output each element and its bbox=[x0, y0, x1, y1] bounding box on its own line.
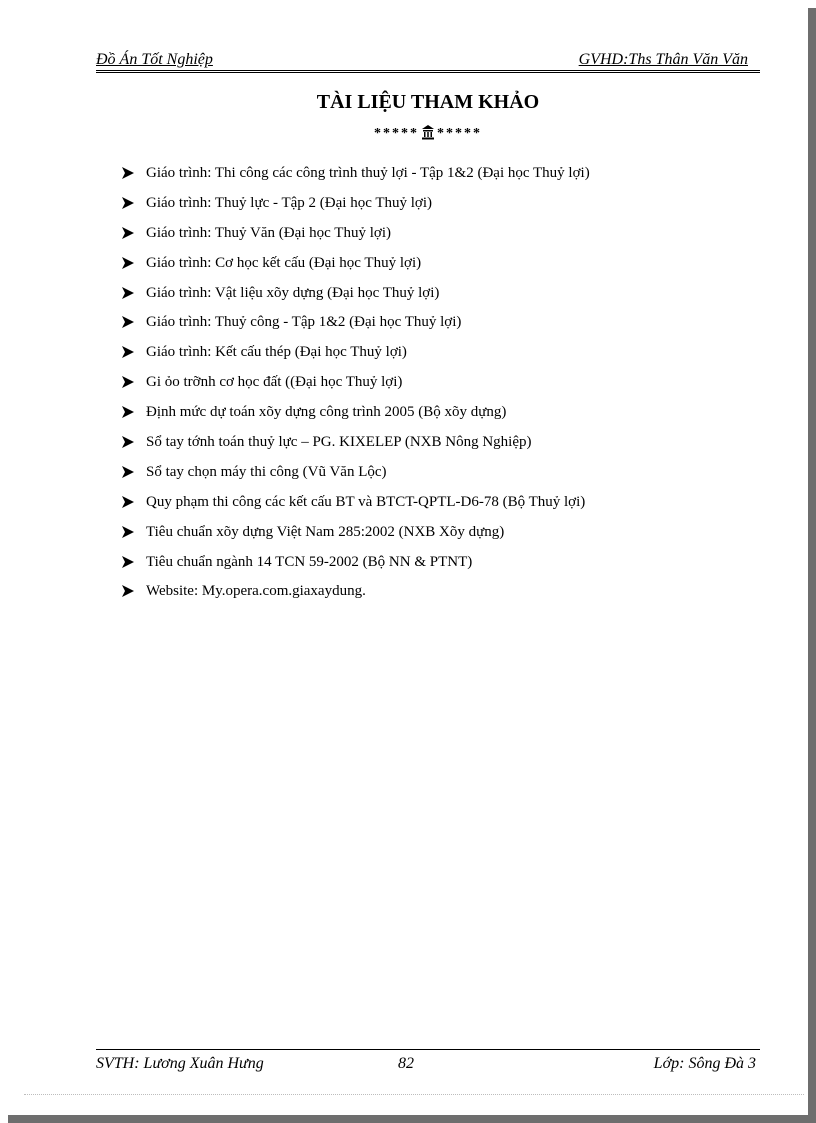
building-icon bbox=[421, 124, 435, 140]
reference-item bbox=[122, 311, 742, 341]
reference-item bbox=[122, 431, 742, 461]
footer-class: Lớp: Sông Đà 3 bbox=[653, 1055, 756, 1072]
arrow-bullet-icon bbox=[122, 491, 146, 508]
arrow-bullet-icon bbox=[122, 580, 146, 597]
footer-divider bbox=[96, 1049, 760, 1050]
page-edge-dotted-line bbox=[24, 1094, 804, 1095]
reference-text: Giáo trình: Thuỷ Văn (Đại học Thuỷ lợi) bbox=[146, 224, 391, 241]
reference-item bbox=[122, 551, 742, 581]
arrow-bullet-icon bbox=[122, 461, 146, 478]
arrow-bullet-icon bbox=[122, 252, 146, 269]
reference-list bbox=[122, 162, 742, 610]
reference-item bbox=[122, 252, 742, 282]
arrow-bullet-icon bbox=[122, 192, 146, 209]
reference-text: Gi ỏo trỡnh cơ học đất ((Đại học Thuỷ lợi) bbox=[146, 374, 403, 391]
reference-item bbox=[122, 162, 742, 192]
arrow-bullet-icon bbox=[122, 311, 146, 328]
reference-item bbox=[122, 371, 742, 401]
arrow-bullet-icon bbox=[122, 551, 146, 568]
reference-text: Định mức dự toán xõy dựng công trình 2005 (Bộ xõy dựng) bbox=[146, 404, 507, 421]
reference-item bbox=[122, 580, 742, 610]
reference-text: Giáo trình: Kết cấu thép (Đại học Thuỷ lợi) bbox=[146, 344, 407, 361]
page-number: 82 bbox=[398, 1055, 414, 1072]
header-divider bbox=[96, 72, 760, 73]
reference-text: Tiêu chuẩn xõy dựng Việt Nam 285:2002 (NXB Xõy dựng) bbox=[146, 523, 505, 540]
reference-item bbox=[122, 222, 742, 252]
page-title: TÀI LIỆU THAM KHẢO bbox=[316, 91, 540, 113]
reference-item bbox=[122, 401, 742, 431]
reference-text: Quy phạm thi công các kết cấu BT và BTCT-QPTL-D6-78 (Bộ Thuỷ lợi) bbox=[146, 493, 586, 510]
reference-item bbox=[122, 461, 742, 491]
page-header bbox=[96, 50, 760, 71]
reference-item bbox=[122, 521, 742, 551]
page-shadow-right bbox=[808, 8, 816, 1123]
title-ornament bbox=[96, 124, 760, 144]
arrow-bullet-icon bbox=[122, 371, 146, 388]
arrow-bullet-icon bbox=[122, 431, 146, 448]
reference-text: Sổ tay chọn máy thi công (Vũ Văn Lộc) bbox=[146, 463, 387, 480]
page-footer bbox=[96, 1053, 760, 1075]
reference-text: Giáo trình: Thi công các công trình thuỷ lợi - Tập 1&2 (Đại học Thuỷ lợi) bbox=[146, 165, 590, 181]
header-project-title: Đồ Án Tốt Nghiệp bbox=[96, 51, 213, 68]
reference-text: Giáo trình: Vật liệu xõy dựng (Đại học Thuỷ lợi) bbox=[146, 284, 440, 301]
reference-text: Sổ tay tớnh toán thuỷ lực – PG. KIXELEP (NXB Nông Nghiệp) bbox=[146, 434, 532, 451]
reference-text: Giáo trình: Cơ học kết cấu (Đại học Thuỷ lợi) bbox=[146, 254, 422, 271]
arrow-bullet-icon bbox=[122, 341, 146, 358]
arrow-bullet-icon bbox=[122, 222, 146, 239]
reference-item bbox=[122, 282, 742, 312]
page-shadow-bottom bbox=[8, 1115, 816, 1123]
arrow-bullet-icon bbox=[122, 401, 146, 418]
reference-item bbox=[122, 491, 742, 521]
reference-item bbox=[122, 341, 742, 371]
reference-text: Giáo trình: Thuỷ lực - Tập 2 (Đại học Thuỷ lợi) bbox=[146, 194, 433, 211]
ornament-stars-right: ***** bbox=[437, 126, 482, 141]
reference-text: Website: My.opera.com.giaxaydung. bbox=[146, 583, 366, 600]
reference-text: Tiêu chuẩn ngành 14 TCN 59-2002 (Bộ NN & PTNT) bbox=[146, 553, 473, 570]
ornament-stars-left: ***** bbox=[374, 126, 419, 141]
reference-text: Giáo trình: Thuỷ công - Tập 1&2 (Đại học Thuỷ lợi) bbox=[146, 314, 462, 331]
arrow-bullet-icon bbox=[122, 162, 146, 179]
arrow-bullet-icon bbox=[122, 521, 146, 538]
footer-student: SVTH: Lương Xuân Hưng bbox=[96, 1055, 264, 1072]
arrow-bullet-icon bbox=[122, 282, 146, 299]
reference-item bbox=[122, 192, 742, 222]
header-advisor: GVHD:Ths Thân Văn Văn bbox=[578, 51, 748, 68]
